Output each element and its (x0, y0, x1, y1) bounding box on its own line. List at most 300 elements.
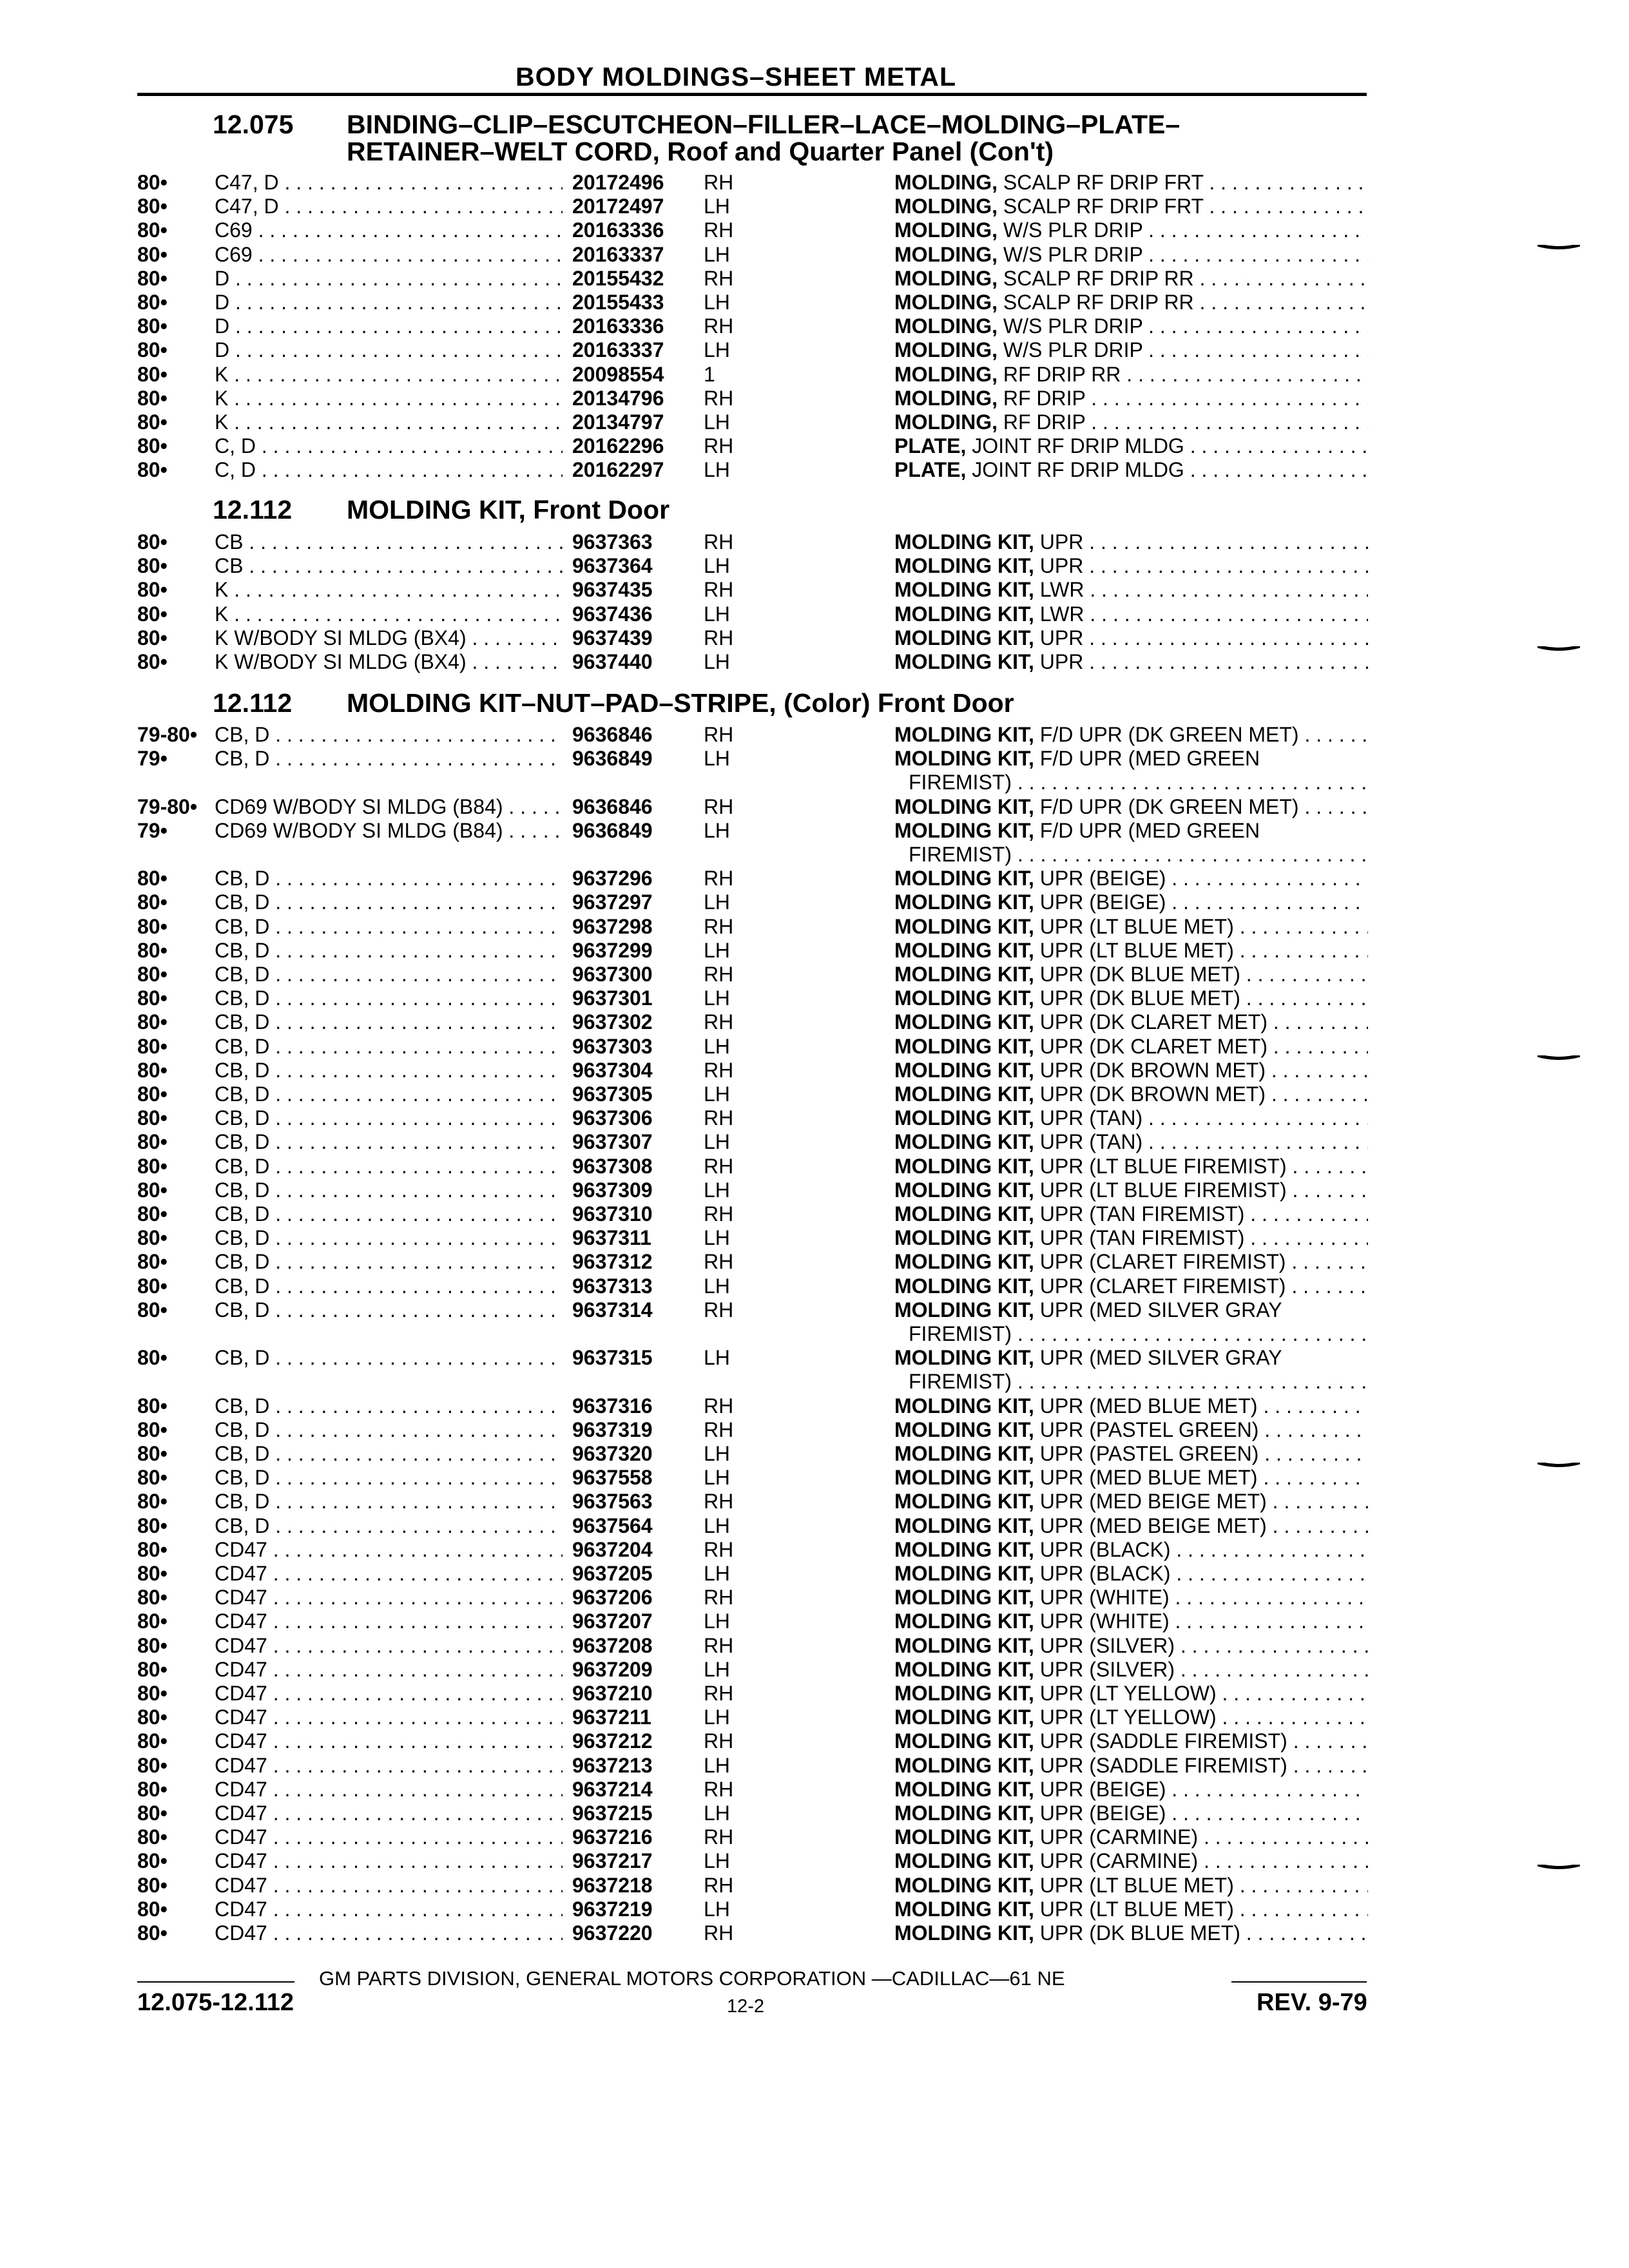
side-qty: LH (704, 1897, 730, 1921)
part-detail: UPR (BLACK) (1034, 1537, 1171, 1561)
catalog-row (0, 939, 1629, 963)
part-description (894, 1634, 1368, 1658)
catalog-row (0, 963, 1629, 986)
catalog-row (0, 867, 1629, 890)
part-detail: UPR (WHITE) (1034, 1586, 1170, 1610)
part-name: MOLDING KIT, (894, 1154, 1034, 1178)
part-detail: UPR (SADDLE FIREMIST) (1034, 1729, 1287, 1753)
model-code: CB, D . . . (215, 1082, 563, 1106)
part-number: 9637315 (572, 1346, 653, 1370)
part-detail: LWR (1034, 602, 1084, 626)
section-heading (213, 689, 1373, 716)
part-detail: JOINT RF DRIP MLDG (966, 434, 1184, 458)
catalog-row (0, 1921, 1629, 1945)
part-name: MOLDING KIT, (894, 1346, 1034, 1370)
model-year: 80• (137, 266, 168, 290)
model-year: 80• (137, 938, 168, 962)
model-year: 80• (137, 291, 168, 314)
model-code: CB, D . . . (215, 1178, 563, 1202)
model-year: 80• (137, 386, 168, 410)
part-name: MOLDING KIT, (894, 650, 1034, 673)
side-qty: LH (704, 1514, 730, 1537)
part-description (894, 578, 1368, 602)
part-name: MOLDING KIT, (894, 1466, 1034, 1490)
part-name: MOLDING KIT, (894, 1562, 1034, 1585)
part-detail: UPR (LT BLUE MET) (1034, 914, 1234, 938)
catalog-row (0, 1250, 1629, 1274)
catalog-row (0, 1466, 1629, 1490)
part-name: MOLDING, (894, 362, 998, 386)
part-detail: UPR (BEIGE) (1034, 1777, 1166, 1801)
part-description (894, 602, 1368, 626)
part-description (894, 1035, 1368, 1059)
part-description (894, 1658, 1368, 1682)
model-year: 80• (137, 1298, 168, 1321)
side-qty: LH (704, 818, 730, 842)
model-code: CB, D . . . (215, 1202, 563, 1226)
model-year: 80• (137, 1442, 168, 1465)
part-number: 20162296 (572, 434, 664, 458)
model-code: CD47 . . . (215, 1658, 563, 1682)
catalog-row (0, 291, 1629, 314)
part-number: 9637299 (572, 938, 653, 962)
catalog-row (0, 1298, 1629, 1322)
model-code: CD47 . . . (215, 1825, 563, 1849)
catalog-row (0, 1274, 1629, 1298)
catalog-row (0, 890, 1629, 914)
model-year: 80• (137, 1897, 168, 1921)
model-code: C, D . . . (215, 458, 563, 482)
part-number: 9637296 (572, 867, 653, 890)
part-description (894, 650, 1368, 674)
side-qty: RH (704, 794, 734, 818)
side-qty: RH (704, 1058, 734, 1082)
model-year: 80• (137, 1178, 168, 1202)
model-code: C47, D . . . (215, 195, 563, 218)
part-name: MOLDING KIT, (894, 1274, 1034, 1298)
part-number: 20155433 (572, 291, 664, 314)
model-year: 80• (137, 1873, 168, 1897)
part-detail: RF DRIP (997, 410, 1086, 434)
part-description (894, 986, 1368, 1010)
model-year: 80• (137, 1562, 168, 1585)
model-year: 80• (137, 1274, 168, 1298)
model-code: CB, D . . . (215, 747, 563, 771)
model-code: CD47 . . . (215, 1898, 563, 1921)
catalog-row (0, 1849, 1629, 1873)
part-name: MOLDING, (894, 218, 998, 242)
model-code: CD47 . . . (215, 1706, 563, 1729)
model-code: C, D . . . (215, 434, 563, 458)
part-number: 20134796 (572, 386, 664, 410)
model-code: CB, D . . . (215, 1466, 563, 1490)
catalog-row (0, 1226, 1629, 1250)
part-name: MOLDING KIT, (894, 1058, 1034, 1082)
part-description (894, 530, 1368, 554)
side-qty: RH (704, 386, 734, 410)
part-number: 9637436 (572, 602, 653, 626)
catalog-row (0, 1178, 1629, 1202)
part-name: MOLDING KIT, (894, 1753, 1034, 1777)
part-detail: UPR (LT YELLOW) (1034, 1706, 1217, 1729)
part-description (894, 1106, 1368, 1130)
part-name: MOLDING, (894, 314, 998, 338)
part-number: 9637213 (572, 1753, 653, 1777)
side-qty: RH (704, 314, 734, 338)
model-year: 80• (137, 1130, 168, 1154)
catalog-row (0, 1082, 1629, 1106)
part-detail: JOINT RF DRIP MLDG (966, 458, 1184, 482)
catalog-row (0, 1562, 1629, 1586)
part-name: MOLDING, (894, 338, 998, 362)
part-name: MOLDING KIT, (894, 986, 1034, 1010)
catalog-row (0, 1035, 1629, 1059)
part-name: MOLDING KIT, (894, 1442, 1034, 1465)
part-number: 9637307 (572, 1130, 653, 1154)
part-name: MOLDING KIT, (894, 1226, 1034, 1250)
part-detail: W/S PLR DRIP (997, 314, 1143, 338)
model-year: 80• (137, 554, 168, 578)
part-name: MOLDING KIT, (894, 1586, 1034, 1610)
part-name: MOLDING KIT, (894, 818, 1034, 842)
model-year: 80• (137, 602, 168, 626)
catalog-row (0, 1010, 1629, 1034)
model-year: 80• (137, 1586, 168, 1610)
catalog-row (0, 819, 1629, 843)
model-code: CB, D . . . (215, 1442, 563, 1466)
model-code: D . . . (215, 314, 563, 338)
catalog-row (0, 195, 1629, 218)
side-qty: RH (704, 867, 734, 890)
side-qty: RH (704, 1633, 734, 1657)
part-number: 9637301 (572, 986, 653, 1010)
catalog-row (0, 1130, 1629, 1154)
model-code: CD47 . . . (215, 1562, 563, 1586)
part-description (894, 1778, 1368, 1802)
side-qty: RH (704, 1777, 734, 1801)
catalog-row (0, 1658, 1629, 1682)
part-number: 9637319 (572, 1418, 653, 1441)
margin-mark (1537, 646, 1580, 651)
page-title: BODY MOLDINGS–SHEET METAL (516, 62, 957, 91)
part-description (894, 1394, 1368, 1418)
model-code: CB, D . . . (215, 1490, 563, 1514)
section-title-continued: RETAINER–WELT CORD, Roof and Quarter Panel (Con't) (347, 137, 1054, 166)
part-detail: UPR (SILVER) (1034, 1633, 1175, 1657)
part-number: 9637363 (572, 530, 653, 553)
catalog-row (0, 1729, 1629, 1753)
side-qty: RH (704, 1010, 734, 1034)
part-name: MOLDING KIT, (894, 1202, 1034, 1225)
part-number: 9637303 (572, 1034, 653, 1058)
catalog-row (0, 314, 1629, 338)
part-description (894, 1059, 1368, 1082)
part-detail: UPR (TAN) (1034, 1130, 1143, 1154)
part-name: MOLDING, (894, 291, 998, 314)
part-detail: F/D UPR (MED GREEN (1034, 747, 1260, 771)
side-qty: RH (704, 914, 734, 938)
section-number: 12.112 (213, 688, 293, 718)
catalog-row (0, 1778, 1629, 1802)
model-code: CD69 W/BODY SI MLDG (B84) . . . (215, 819, 563, 843)
part-detail: UPR (BEIGE) (1034, 890, 1166, 914)
model-year: 80• (137, 171, 168, 194)
part-detail: UPR (LT BLUE MET) (1034, 1897, 1234, 1921)
model-year: 80• (137, 1418, 168, 1441)
part-name: MOLDING KIT, (894, 867, 1034, 890)
part-detail: UPR (PASTEL GREEN) (1034, 1442, 1259, 1465)
part-number: 20163337 (572, 242, 664, 266)
side-qty: RH (704, 1921, 734, 1945)
part-detail: RF DRIP (997, 386, 1086, 410)
part-name: MOLDING KIT, (894, 1873, 1034, 1897)
model-year: 80• (137, 1514, 168, 1537)
catalog-row (0, 747, 1629, 771)
model-code: CB, D . . . (215, 890, 563, 914)
part-detail: UPR (BEIGE) (1034, 867, 1166, 890)
model-year: 80• (137, 914, 168, 938)
side-qty: RH (704, 1682, 734, 1705)
part-detail: UPR (TAN FIREMIST) (1034, 1202, 1245, 1225)
part-description-continued: FIREMIST) . . . (909, 771, 1368, 794)
part-name: MOLDING KIT, (894, 1106, 1034, 1130)
catalog-row (0, 338, 1629, 362)
model-year: 80• (137, 458, 168, 482)
section-heading (213, 111, 1373, 165)
model-code: CB, D . . . (215, 1418, 563, 1442)
model-code: CD47 . . . (215, 1778, 563, 1802)
side-qty: LH (704, 291, 730, 314)
part-number: 9636849 (572, 818, 653, 842)
part-detail: UPR (MED BLUE MET) (1034, 1394, 1258, 1418)
side-qty: LH (704, 1274, 730, 1298)
part-detail: UPR (WHITE) (1034, 1610, 1170, 1633)
footer-publisher: GM PARTS DIVISION, GENERAL MOTORS CORPORATION —CADILLAC—61 NE (319, 1967, 1065, 1990)
part-number: 9637564 (572, 1514, 653, 1537)
model-year: 80• (137, 1753, 168, 1777)
part-name: MOLDING KIT, (894, 530, 1034, 553)
catalog-row (0, 1490, 1629, 1514)
model-year: 80• (137, 1825, 168, 1849)
catalog-row (0, 243, 1629, 267)
part-detail: UPR (TAN) (1034, 1106, 1143, 1130)
part-number: 9636846 (572, 723, 653, 746)
part-name: MOLDING KIT, (894, 914, 1034, 938)
side-qty: LH (704, 1562, 730, 1585)
side-qty: LH (704, 1706, 730, 1729)
part-description (894, 363, 1368, 387)
part-number: 9637304 (572, 1058, 653, 1082)
catalog-row (0, 1155, 1629, 1178)
model-code: CD47 . . . (215, 1538, 563, 1562)
model-year: 80• (137, 434, 168, 458)
part-number: 9637297 (572, 890, 653, 914)
part-description (894, 434, 1368, 458)
footer-publisher-line (137, 1967, 1367, 1993)
catalog-row (0, 578, 1629, 602)
part-number: 9637220 (572, 1921, 653, 1945)
catalog-row (0, 626, 1629, 650)
part-detail: UPR (BEIGE) (1034, 1802, 1166, 1825)
side-qty: RH (704, 1154, 734, 1178)
model-code: D . . . (215, 338, 563, 362)
part-description (894, 338, 1368, 362)
part-description (894, 243, 1368, 267)
part-number: 9637209 (572, 1657, 653, 1681)
catalog-row (0, 410, 1629, 434)
part-description (894, 1466, 1368, 1490)
model-code: K W/BODY SI MLDG (BX4) . . . (215, 626, 563, 650)
part-name: MOLDING KIT, (894, 1897, 1034, 1921)
part-name: MOLDING, (894, 266, 998, 290)
part-number: 9637440 (572, 650, 653, 673)
side-qty: LH (704, 1178, 730, 1202)
part-detail: UPR (LT BLUE MET) (1034, 938, 1234, 962)
part-detail: UPR (CARMINE) (1034, 1849, 1199, 1873)
model-code: K W/BODY SI MLDG (BX4) . . . (215, 650, 563, 674)
part-number: 9637558 (572, 1466, 653, 1490)
model-code: CB, D . . . (215, 1298, 563, 1322)
part-detail: UPR (DK BLUE MET) (1034, 963, 1240, 986)
part-name: MOLDING KIT, (894, 1130, 1034, 1154)
footer-section-range: 12.075-12.112 (137, 1989, 294, 2016)
model-year: 80• (137, 1633, 168, 1657)
side-qty: LH (704, 338, 730, 362)
model-year: 80• (137, 1802, 168, 1825)
part-name: MOLDING KIT, (894, 890, 1034, 914)
part-number: 9636846 (572, 794, 653, 818)
part-name: MOLDING KIT, (894, 747, 1034, 771)
part-name: MOLDING KIT, (894, 1729, 1034, 1753)
side-qty: RH (704, 1418, 734, 1441)
catalog-row (0, 1418, 1629, 1442)
model-year: 80• (137, 195, 168, 218)
part-description (894, 554, 1368, 578)
part-number: 9637310 (572, 1202, 653, 1225)
model-year: 79• (137, 818, 168, 842)
part-detail: UPR (1034, 626, 1084, 649)
part-number: 20134797 (572, 410, 664, 434)
part-description (894, 867, 1368, 890)
catalog-row (0, 1202, 1629, 1226)
catalog-row (0, 1802, 1629, 1825)
model-year: 80• (137, 1250, 168, 1274)
model-year: 80• (137, 1921, 168, 1945)
model-code: CB, D . . . (215, 1346, 563, 1370)
part-number: 9637298 (572, 914, 653, 938)
side-qty: LH (704, 602, 730, 626)
model-code: CD47 . . . (215, 1921, 563, 1945)
part-description (894, 1130, 1368, 1154)
part-number: 9637308 (572, 1154, 653, 1178)
part-description (894, 1802, 1368, 1825)
side-qty: LH (704, 747, 730, 771)
side-qty: LH (704, 242, 730, 266)
part-description (894, 1490, 1368, 1514)
catalog-row (0, 1346, 1629, 1370)
part-number: 20162297 (572, 458, 664, 482)
part-name: MOLDING KIT, (894, 1610, 1034, 1633)
model-year: 80• (137, 963, 168, 986)
part-description (894, 171, 1368, 195)
part-number: 9637300 (572, 963, 653, 986)
part-description (894, 1010, 1368, 1034)
part-number: 9637306 (572, 1106, 653, 1130)
part-name: MOLDING KIT, (894, 626, 1034, 649)
model-year: 80• (137, 1537, 168, 1561)
model-code: CD47 . . . (215, 1754, 563, 1778)
model-year: 80• (137, 1657, 168, 1681)
part-detail: UPR (MED BLUE MET) (1034, 1466, 1258, 1490)
part-detail: UPR (1034, 530, 1084, 553)
part-detail: UPR (LT BLUE FIREMIST) (1034, 1178, 1287, 1202)
side-qty: RH (704, 1202, 734, 1225)
model-code: CD47 . . . (215, 1849, 563, 1873)
part-number: 9637309 (572, 1178, 653, 1202)
part-description-continued: FIREMIST) . . . (909, 1322, 1368, 1346)
catalog-row (0, 986, 1629, 1010)
model-year: 80• (137, 1610, 168, 1633)
part-description-continued: FIREMIST) . . . (909, 1370, 1368, 1394)
part-description (894, 195, 1368, 218)
part-description-continued: FIREMIST) . . . (909, 843, 1368, 867)
part-name: MOLDING KIT, (894, 1298, 1034, 1321)
catalog-row (0, 458, 1629, 482)
part-description (894, 1178, 1368, 1202)
part-name: MOLDING KIT, (894, 1418, 1034, 1441)
model-code: CB, D . . . (215, 1226, 563, 1250)
model-code: C69 . . . (215, 243, 563, 267)
section-title: BINDING–CLIP–ESCUTCHEON–FILLER–LACE–MOLDING–PLATE– (347, 110, 1181, 139)
model-code: CB, D . . . (215, 939, 563, 963)
catalog-row (0, 1874, 1629, 1898)
part-detail: UPR (DK BLUE MET) (1034, 1921, 1240, 1945)
part-number: 9637217 (572, 1849, 653, 1873)
part-description (894, 819, 1368, 843)
model-code: CD47 . . . (215, 1634, 563, 1658)
part-description (894, 915, 1368, 939)
part-number: 9637563 (572, 1490, 653, 1514)
part-number: 9637314 (572, 1298, 653, 1321)
part-number: 9637311 (572, 1226, 651, 1250)
part-name: MOLDING KIT, (894, 1706, 1034, 1729)
model-year: 79• (137, 747, 168, 771)
part-description (894, 314, 1368, 338)
side-qty: LH (704, 1226, 730, 1250)
margin-mark (1537, 1055, 1580, 1060)
catalog-row (0, 1825, 1629, 1849)
part-name: MOLDING, (894, 195, 998, 218)
part-name: MOLDING KIT, (894, 794, 1034, 818)
part-description (894, 1418, 1368, 1442)
part-number: 9637312 (572, 1250, 653, 1274)
part-detail: UPR (LT YELLOW) (1034, 1682, 1217, 1705)
part-name: MOLDING KIT, (894, 1657, 1034, 1681)
side-qty: RH (704, 963, 734, 986)
model-code: CB, D . . . (215, 1059, 563, 1082)
model-code: CB, D . . . (215, 1514, 563, 1538)
section-title: MOLDING KIT, Front Door (347, 495, 670, 524)
part-number: 9637206 (572, 1586, 653, 1610)
part-name: MOLDING KIT, (894, 1178, 1034, 1202)
part-description (894, 1082, 1368, 1106)
part-description (894, 1538, 1368, 1562)
section-number: 12.112 (213, 495, 293, 524)
model-code: D . . . (215, 267, 563, 291)
part-name: MOLDING, (894, 410, 998, 434)
part-detail: UPR (MED SILVER GRAY (1034, 1298, 1282, 1321)
side-qty: LH (704, 410, 730, 434)
